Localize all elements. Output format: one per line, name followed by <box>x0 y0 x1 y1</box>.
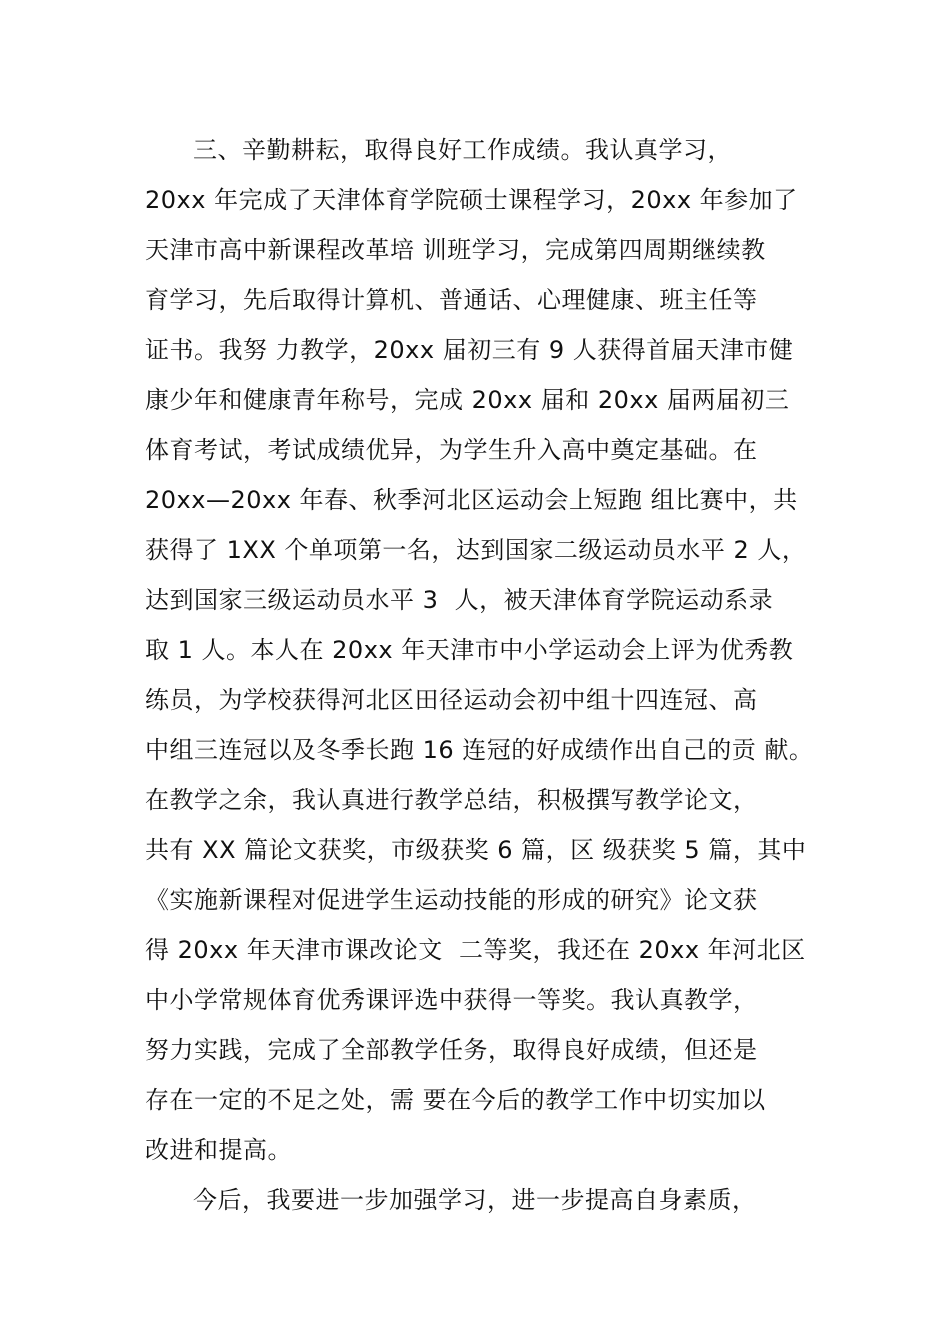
paragraph-line: 今后，我要进一步加强学习，进一步提高自身素质， <box>193 1186 757 1214</box>
paragraph-line: 获得了 1XX 个单项第一名，达到国家二级运动员水平 2 人， <box>145 536 807 564</box>
paragraph-line: 达到国家三级运动员水平 3 人，被天津体育学院运动系录 <box>145 586 774 614</box>
paragraph-line: 《实施新课程对促进学生运动技能的形成的研究》论文获 <box>145 886 758 914</box>
paragraph-line: 证书。我努 力教学，20xx 届初三有 9 人获得首届天津市健 <box>145 336 794 364</box>
paragraph-line: 努力实践，完成了全部教学任务，取得良好成绩，但还是 <box>145 1036 758 1064</box>
paragraph-line: 中组三连冠以及冬季长跑 16 连冠的好成绩作出自己的贡 献。 <box>145 736 814 764</box>
paragraph-line: 存在一定的不足之处，需 要在今后的教学工作中切实加以 <box>145 1086 766 1114</box>
paragraph-line: 取 1 人。本人在 20xx 年天津市中小学运动会上评为优秀教 <box>145 636 794 664</box>
paragraph-line: 体育考试，考试成绩优异，为学生升入高中奠定基础。在 <box>145 436 758 464</box>
paragraph-line: 得 20xx 年天津市课改论文 二等奖，我还在 20xx 年河北区 <box>145 936 806 964</box>
paragraph-line: 在教学之余，我认真进行教学总结，积极撰写教学论文， <box>145 786 758 814</box>
paragraph-line: 康少年和健康青年称号，完成 20xx 届和 20xx 届两届初三 <box>145 386 790 414</box>
paragraph-line: 共有 XX 篇论文获奖，市级获奖 6 篇，区 级获奖 5 篇，其中 <box>145 836 807 864</box>
paragraph-line: 中小学常规体育优秀课评选中获得一等奖。我认真教学， <box>145 986 758 1014</box>
paragraph-line: 20xx 年完成了天津体育学院硕士课程学习，20xx 年参加了 <box>145 186 798 214</box>
paragraph-line: 三、辛勤耕耘，取得良好工作成绩。我认真学习， <box>193 136 732 164</box>
paragraph-line: 20xx—20xx 年春、秋季河北区运动会上短跑 组比赛中，共 <box>145 486 798 514</box>
paragraph-line: 育学习，先后取得计算机、普通话、心理健康、班主任等 <box>145 286 758 314</box>
paragraph-line: 天津市高中新课程改革培 训班学习，完成第四周期继续教 <box>145 236 766 264</box>
paragraph-line: 改进和提高。 <box>145 1136 292 1164</box>
paragraph-line: 练员，为学校获得河北区田径运动会初中组十四连冠、高 <box>145 686 758 714</box>
